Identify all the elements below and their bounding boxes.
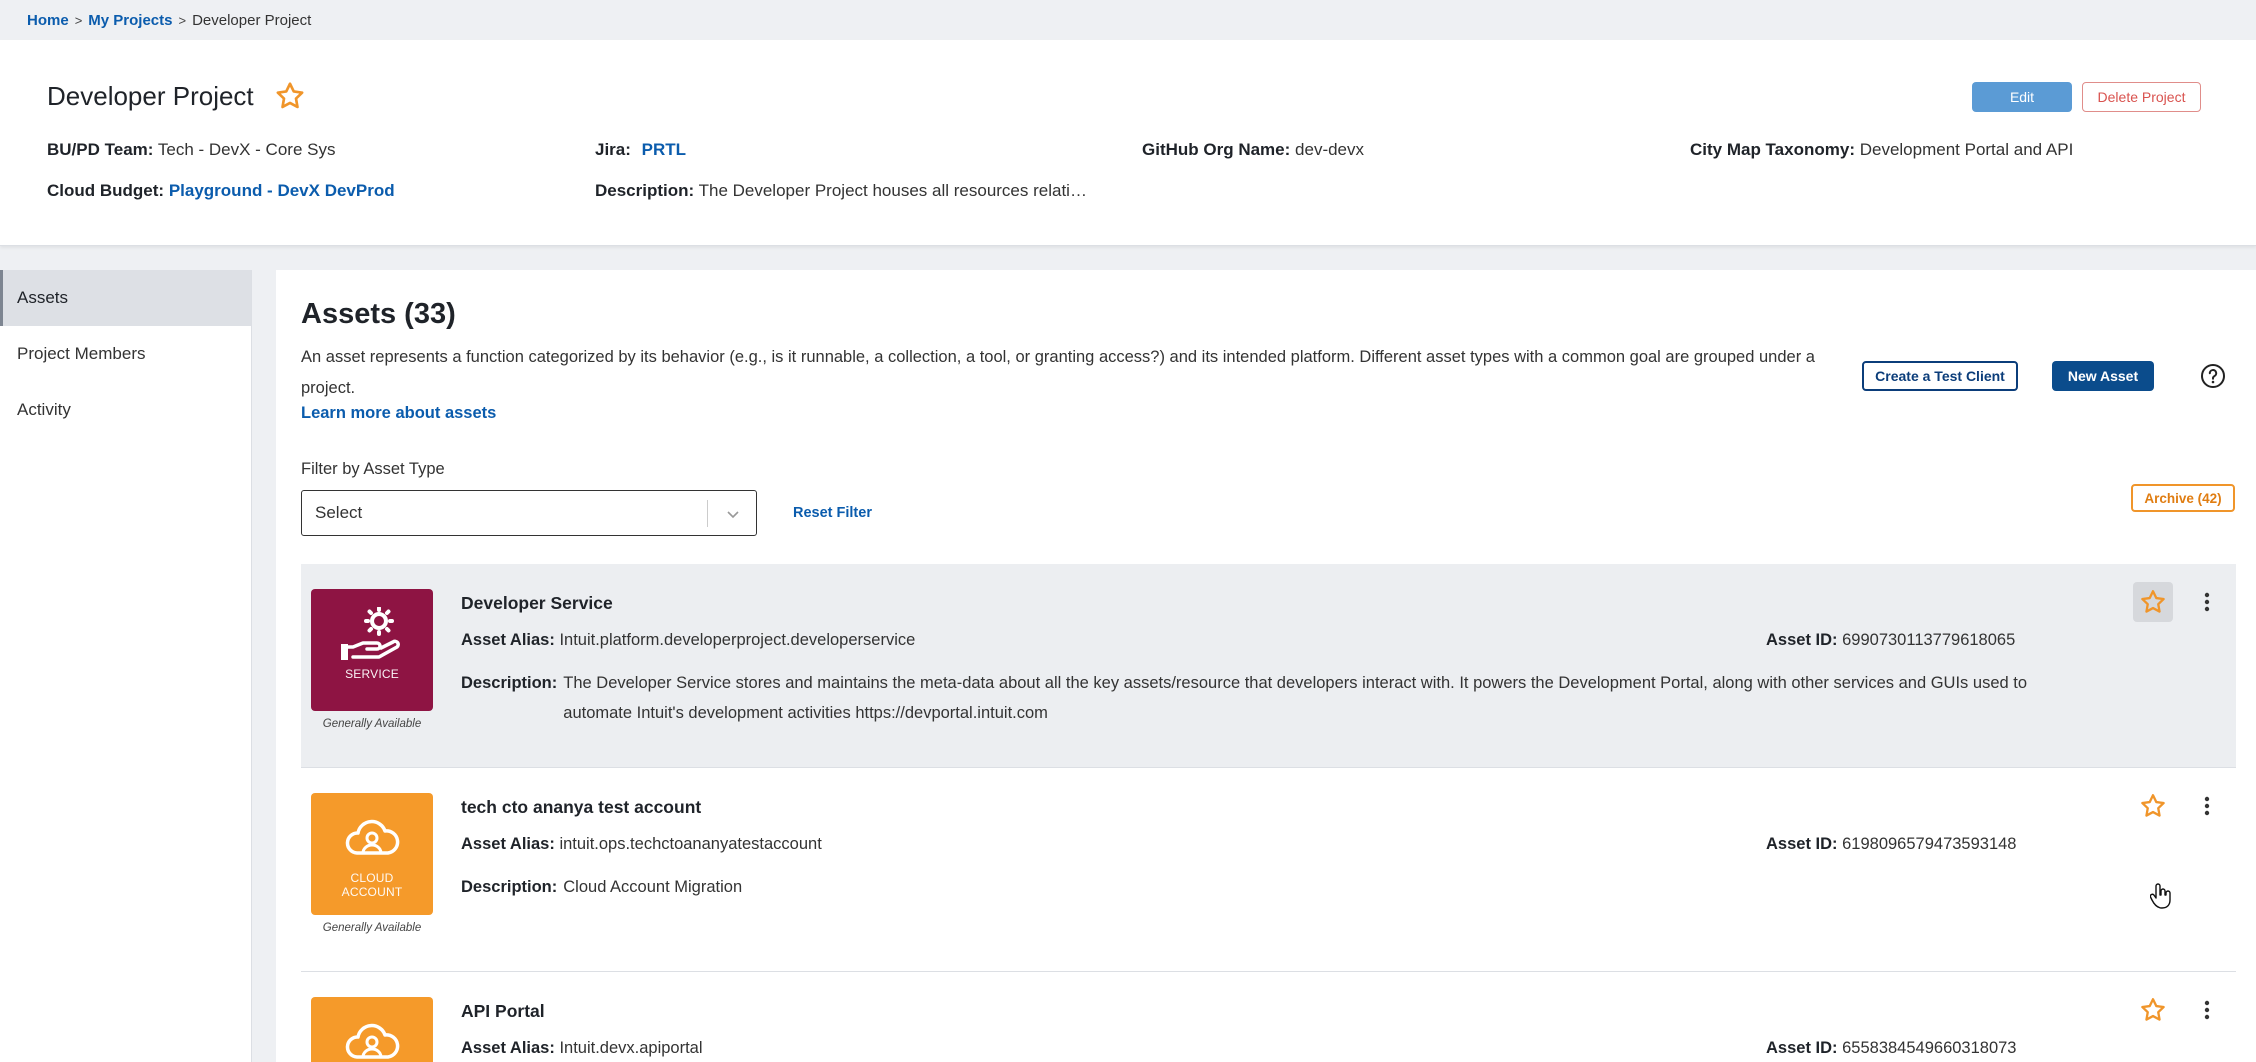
asset-alias-value: Intuit.devx.apiportal [559,1039,703,1057]
sidebar-item-activity[interactable]: Activity [17,400,71,419]
asset-alias [461,1039,703,1058]
assets-description: An asset represents a function categorized by its behavior (e.g., is it runnable, a collection, a tool, or granting access?) and its intended platform. Different asset types with a common goal are grouped under a project. [301,348,1815,397]
cloud-budget-link[interactable]: Playground - DevX DevProd [168,181,395,200]
asset-alias-label: Asset Alias: [461,631,555,649]
taxonomy-value: Development Portal and API [1859,140,2074,159]
new-asset-button[interactable]: New Asset [2052,361,2154,391]
assets-title: Assets (33) [301,298,456,330]
breadcrumb-separator: > [178,12,187,28]
favorite-star-icon[interactable] [2133,786,2173,826]
favorite-star-icon[interactable] [2133,990,2173,1030]
select-divider [707,500,708,527]
asset-row[interactable] [301,564,2236,768]
service-tile [311,589,433,711]
more-options-icon[interactable] [2197,994,2217,1026]
asset-row[interactable] [301,768,2236,972]
more-options-icon[interactable] [2197,586,2217,618]
bu-team-value: Tech - DevX - Core Sys [157,140,336,159]
asset-description-label: Description: [461,674,558,692]
breadcrumb-separator: > [74,12,83,28]
cloud-budget-field [47,181,395,201]
reset-filter-link[interactable]: Reset Filter [793,505,872,521]
asset-type-select[interactable] [301,490,757,536]
asset-row[interactable] [301,972,2236,1062]
project-title: Developer Project [47,80,254,111]
more-options-icon[interactable] [2197,790,2217,822]
sidebar-item-project-members[interactable]: Project Members [17,344,146,363]
asset-description [461,872,2081,902]
cloud-user-icon [339,1015,405,1062]
tile-label [342,871,403,899]
availability-status: Generally Available [322,718,422,730]
breadcrumb [0,0,2256,40]
asset-alias-label: Asset Alias: [461,1039,555,1057]
cloud-budget-label: Cloud Budget: [47,181,165,200]
asset-alias-label: Asset Alias: [461,835,555,853]
cloud-account-tile [311,997,433,1062]
asset-name[interactable]: tech cto ananya test account [461,797,702,817]
taxonomy-field [1690,140,2073,160]
asset-alias-value: Intuit.platform.developerproject.developerservice [559,631,916,649]
asset-description-label: Description: [461,878,558,896]
availability-status: Generally Available [322,922,422,934]
cloud-user-icon [339,811,405,867]
tile-label-line: ACCOUNT [341,885,403,899]
sidebar-item-assets[interactable]: Assets [0,270,251,326]
delete-project-button[interactable]: Delete Project [2082,82,2201,112]
pointer-cursor-icon [2150,882,2174,910]
description-value: The Developer Project houses all resources relati… [698,181,1087,200]
asset-id-value: 6198096579473593148 [1842,835,2017,853]
description-field [595,181,1087,201]
github-org-value: dev-devx [1295,140,1365,159]
asset-description [461,668,2081,728]
tile-label-line: CLOUD [350,871,394,885]
favorite-star-icon[interactable] [2133,582,2173,622]
breadcrumb-home-link[interactable]: Home [27,11,69,29]
chevron-down-icon [724,505,742,523]
asset-alias-value: intuit.ops.techctoananyatestaccount [559,835,822,853]
jira-label: Jira: [595,140,631,159]
asset-id [1766,631,2015,650]
asset-id-label: Asset ID: [1766,1039,1838,1057]
asset-name[interactable]: API Portal [461,1001,545,1021]
tile-label: SERVICE [345,667,399,681]
sidebar [0,270,252,1062]
service-gear-hand-icon [339,607,405,663]
asset-id-label: Asset ID: [1766,631,1838,649]
favorite-star-icon[interactable] [274,80,306,112]
description-label: Description: [595,181,695,200]
asset-id-label: Asset ID: [1766,835,1838,853]
edit-button[interactable]: Edit [1972,82,2072,112]
assets-panel [276,270,2256,1062]
bu-team-field [47,140,335,160]
jira-field [595,140,686,160]
asset-name[interactable]: Developer Service [461,593,613,613]
asset-id [1766,1039,2016,1058]
breadcrumb-my-projects-link[interactable]: My Projects [88,11,173,29]
asset-alias [461,835,822,854]
asset-id [1766,835,2016,854]
asset-id-value: 6990730113779618065 [1842,631,2016,649]
github-org-field [1142,140,1364,160]
create-test-client-button[interactable]: Create a Test Client [1862,361,2018,391]
asset-description-value: The Developer Service stores and maintains the meta-data about all the key assets/resource that developers interact with. It powers the Development Portal, along with other services and GUIs used to automate Intuit's development activities https://devportal.intuit.com [563,674,2028,722]
taxonomy-label: City Map Taxonomy: [1690,140,1855,159]
cloud-account-tile [311,793,433,915]
asset-type-select-value: Select [315,503,363,522]
bu-team-label: BU/PD Team: [47,140,154,159]
archive-button[interactable]: Archive (42) [2131,484,2235,512]
asset-description-value: Cloud Account Migration [563,878,743,896]
jira-link[interactable]: PRTL [641,140,687,159]
asset-alias [461,631,915,650]
asset-id-value: 6558384549660318073 [1842,1039,2017,1057]
github-org-label: GitHub Org Name: [1142,140,1291,159]
filter-label: Filter by Asset Type [301,460,445,478]
project-header [0,40,2256,246]
breadcrumb-current: Developer Project [192,11,312,29]
learn-more-link[interactable]: Learn more about assets [301,404,497,422]
help-icon[interactable] [2200,363,2226,389]
